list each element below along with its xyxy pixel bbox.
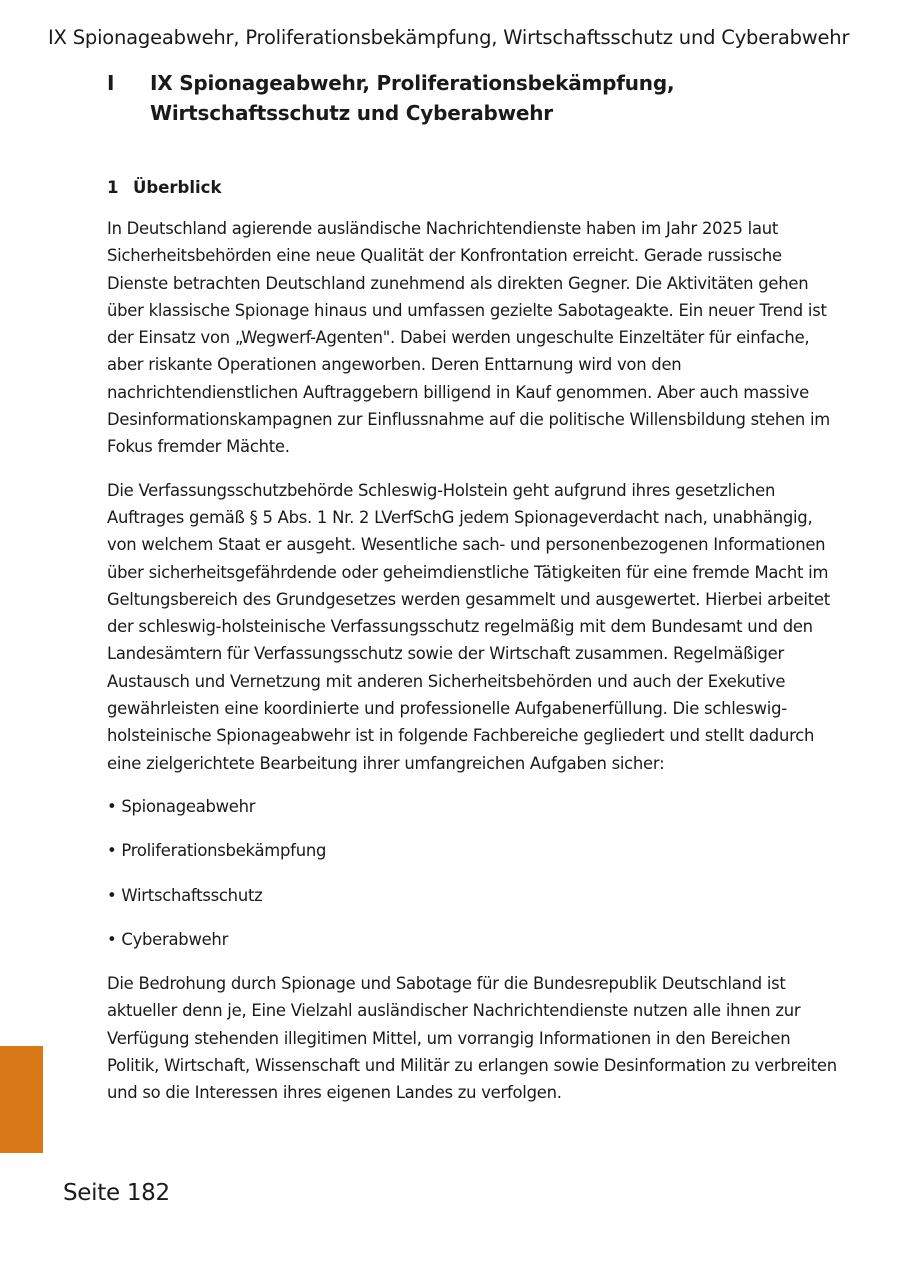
chapter-title: IX Spionageabwehr, Proliferationsbekämpfung, Wirtschaftsschutz und Cyberabwehr (150, 71, 675, 125)
page-number: Seite 182 (63, 1180, 170, 1206)
bullet-item: • Cyberabwehr (107, 929, 229, 949)
section-title: Überblick (133, 178, 222, 197)
section-number: 1 (107, 178, 119, 197)
chapter-side-tab (0, 1046, 43, 1153)
bullet-item: • Wirtschaftsschutz (107, 885, 263, 905)
body-text (107, 215, 837, 1123)
chapter-heading (107, 68, 837, 128)
paragraph: In Deutschland agierende ausländische Nachrichtendienste haben im Jahr 2025 laut Sicherheitsbehörden eine neue Qualität der Konfrontation erreicht. Gerade russische Dienste betrachten Deutschland zunehmend als direkten Gegner. Die Aktivitäten gehen über klassische Spionage hinaus und umfassen gezielte Sabotageakte. Ein neuer Trend ist der Einsatz von „Wegwerf-Agenten". Dabei werden ungeschulte Einzeltäter für einfache, aber riskante Operationen angeworben. Deren Enttarnung wird von den nachrichtendienstlichen Auftraggebern billigend in Kauf genommen. Aber auch massive Desinformationskampagnen zur Einflussnahme auf die politische Willensbildung stehen im Fokus fremder Mächte. (107, 219, 831, 457)
paragraph: Die Verfassungsschutzbehörde Schleswig-Holstein geht aufgrund ihres gesetzlichen Auftrages gemäß § 5 Abs. 1 Nr. 2 LVerfSchG jedem Spionageverdacht nach, unabhängig, von welchem Staat er ausgeht. Wesentliche sach- und personenbezogenen Informationen über sicherheitsgefährdende oder geheimdienstliche Tätigkeiten für eine fremde Macht im Geltungsbereich des Grundgesetzes werden gesammelt und ausgewertet. Hierbei arbeitet der schleswig-holsteinische Verfassungsschutz regelmäßig mit dem Bundesamt und den Landesämtern für Verfassungsschutz sowie der Wirtschaft zusammen. Regelmäßiger Austausch und Vernetzung mit anderen Sicherheitsbehörden und auch der Exekutive gewährleisten eine koordinierte und professionelle Aufgabenerfüllung. Die schleswig-holsteinische Spionageabwehr ist in folgende Fachbereiche gegliedert und stellt dadurch eine zielgerichtete Bearbeitung ihrer umfangreichen Aufgaben sicher: (107, 480, 830, 773)
bullet-item: • Proliferationsbekämpfung (107, 841, 327, 861)
running-header: IX Spionageabwehr, Proliferationsbekämpfung, Wirtschaftsschutz und Cyberabwehr (48, 26, 850, 49)
chapter-number: I (107, 71, 115, 95)
bullet-item: • Spionageabwehr (107, 796, 256, 816)
section-heading (107, 178, 221, 197)
paragraph: Die Bedrohung durch Spionage und Sabotage für die Bundesrepublik Deutschland ist aktueller denn je, Eine Vielzahl ausländischer Nachrichtendienste nutzen alle ihnen zur Verfügung stehenden illegitimen Mittel, um vorrangig Informationen in den Bereichen Politik, Wirtschaft, Wissenschaft und Militär zu erlangen sowie Desinformation zu verbreiten und so die Interessen ihres eigenen Landes zu verfolgen. (107, 974, 837, 1103)
